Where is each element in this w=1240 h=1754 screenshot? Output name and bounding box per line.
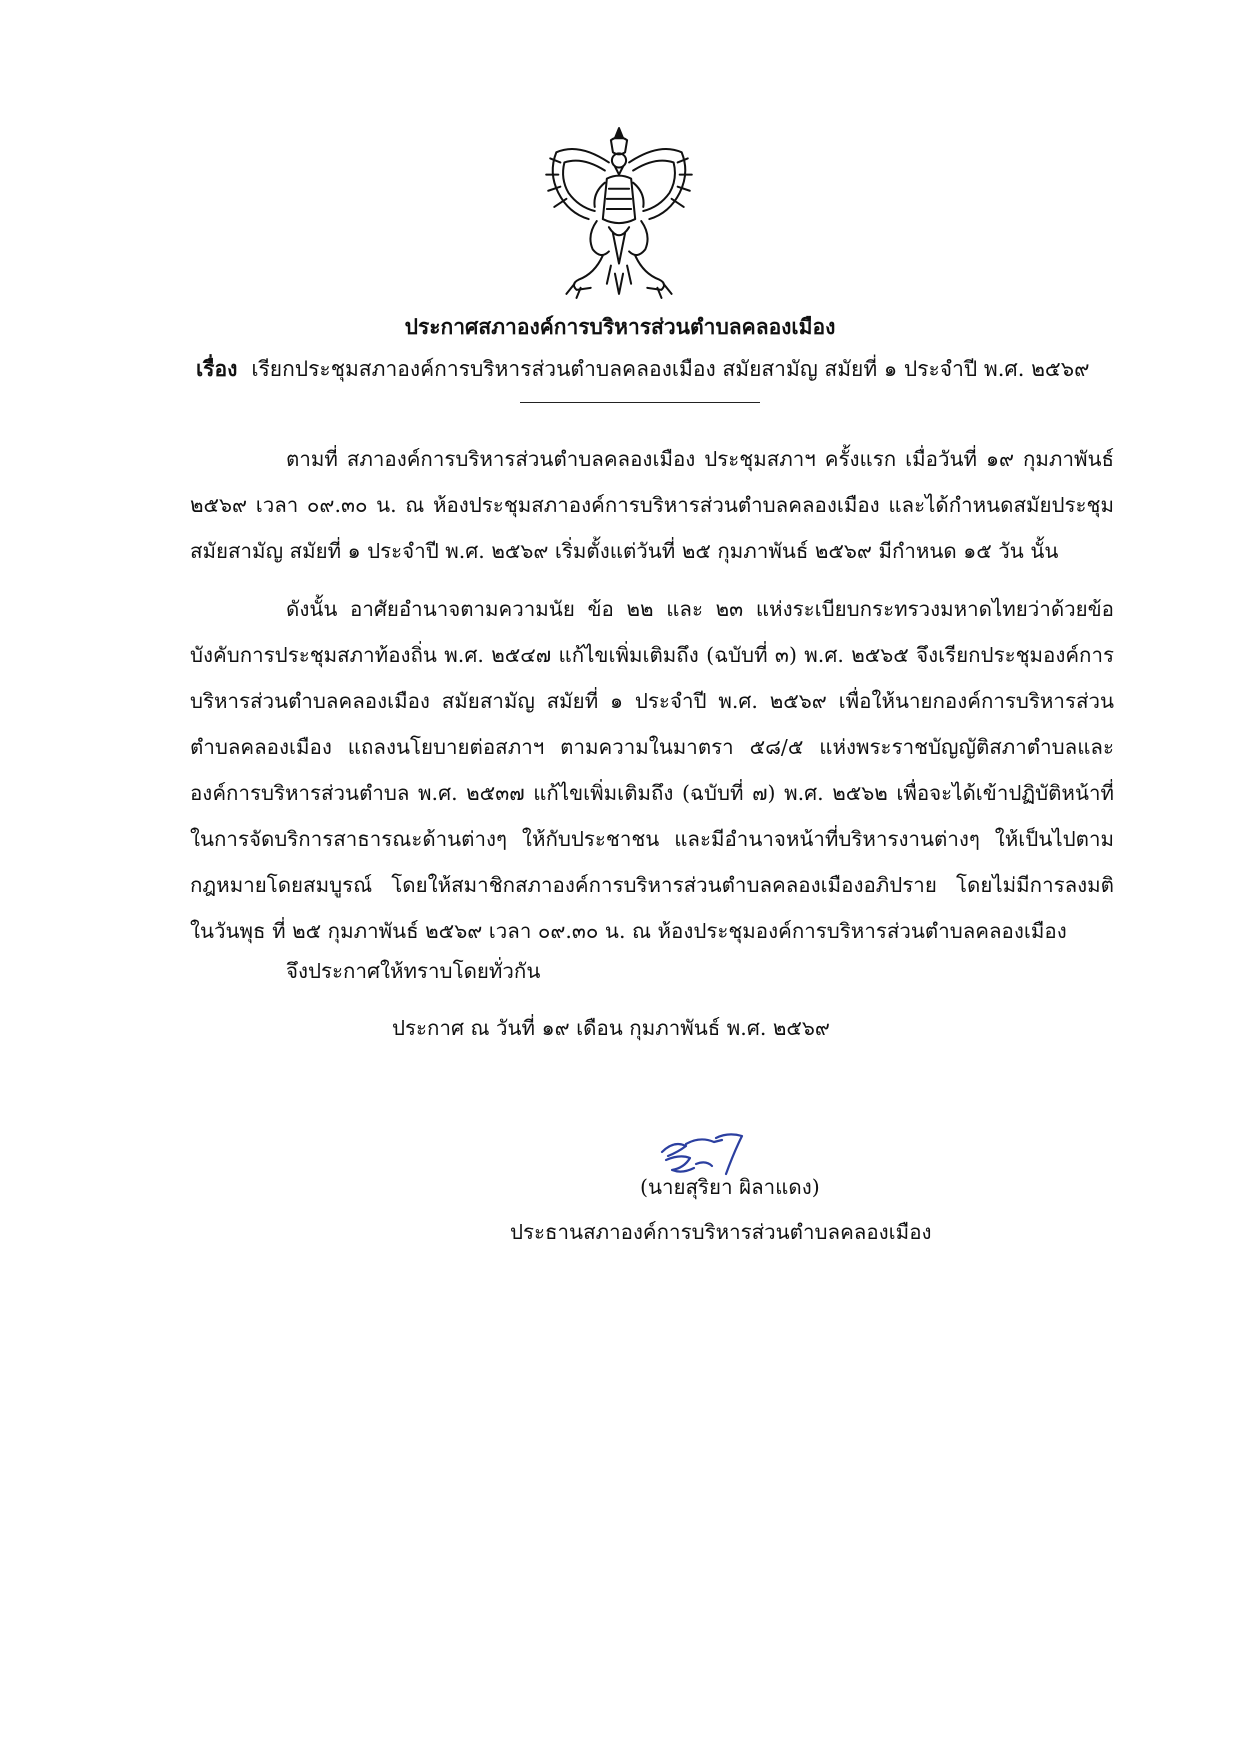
closing-statement: จึงประกาศให้ทราบโดยทั่วกัน xyxy=(286,959,541,983)
subject-text: เรียกประชุมสภาองค์การบริหารส่วนตำบลคลองเมือง สมัยสามัญ สมัยที่ ๑ ประจำปี พ.ศ. ๒๕๖๙ xyxy=(251,357,1090,381)
garuda-emblem-icon xyxy=(538,122,700,304)
signer-name: (นายสุริยา ผิลาแดง) xyxy=(640,1175,820,1199)
subject-label: เรื่อง xyxy=(196,356,238,381)
announcement-title: ประกาศสภาองค์การบริหารส่วนตำบลคลองเมือง xyxy=(404,314,836,339)
title-divider xyxy=(520,402,760,403)
announcement-date: ประกาศ ณ วันที่ ๑๙ เดือน กุมภาพันธ์ พ.ศ. ๒๕๖๙ xyxy=(392,1016,830,1040)
subject-line xyxy=(196,354,1116,384)
signer-title: ประธานสภาองค์การบริหารส่วนตำบลคลองเมือง xyxy=(510,1220,932,1244)
body-paragraph-1: ตามที่ สภาองค์การบริหารส่วนตำบลคลองเมือง ประชุมสภาฯ ครั้งแรก เมื่อวันที่ ๑๙ กุมภาพันธ์ ๒๕๖๙ เวลา ๐๙.๓๐ น. ณ ห้องประชุมสภาองค์การบริหารส่วนตำบลคลองเมือง และได้กำหนดสมัยประชุมสมัยสามัญ สมัยที่ ๑ ประจำปี พ.ศ. ๒๕๖๙ เริ่มตั้งแต่วันที่ ๒๕ กุมภาพันธ์ ๒๕๖๙ มีกำหนด ๑๕ วัน นั้น xyxy=(190,447,1114,563)
body-paragraph-2: ดังนั้น อาศัยอำนาจตามความนัย ข้อ ๒๒ และ ๒๓ แห่งระเบียบกระทรวงมหาดไทยว่าด้วยข้อบังคับการประชุมสภาท้องถิ่น พ.ศ. ๒๕๔๗ แก้ไขเพิ่มเติมถึง (ฉบับที่ ๓) พ.ศ. ๒๕๖๕ จึงเรียกประชุมองค์การบริหารส่วนตำบลคลองเมือง สมัยสามัญ สมัยที่ ๑ ประจำปี พ.ศ. ๒๕๖๙ เพื่อให้นายกองค์การบริหารส่วนตำบลคลองเมือง แถลงนโยบายต่อสภาฯ ตามความในมาตรา ๕๘/๕ แห่งพระราชบัญญัติสภาตำบลและองค์การบริหารส่วนตำบล พ.ศ. ๒๕๓๗ แก้ไขเพิ่มเติมถึง (ฉบับที่ ๗) พ.ศ. ๒๕๖๒ เพื่อจะได้เข้าปฏิบัติหน้าที่ในการจัดบริการสาธารณะด้านต่างๆ ให้กับประชาชน และมีอำนาจหน้าที่บริหารงานต่างๆ ให้เป็นไปตามกฎหมายโดยสมบูรณ์ โดยให้สมาชิกสภาองค์การบริหารส่วนตำบลคลองเมืองอภิปราย โดยไม่มีการลงมติ ในวันพุธ ที่ ๒๕ กุมภาพันธ์ ๒๕๖๙ เวลา ๐๙.๓๐ น. ณ ห้องประชุมองค์การบริหารส่วนตำบลคลองเมือง xyxy=(190,597,1114,943)
